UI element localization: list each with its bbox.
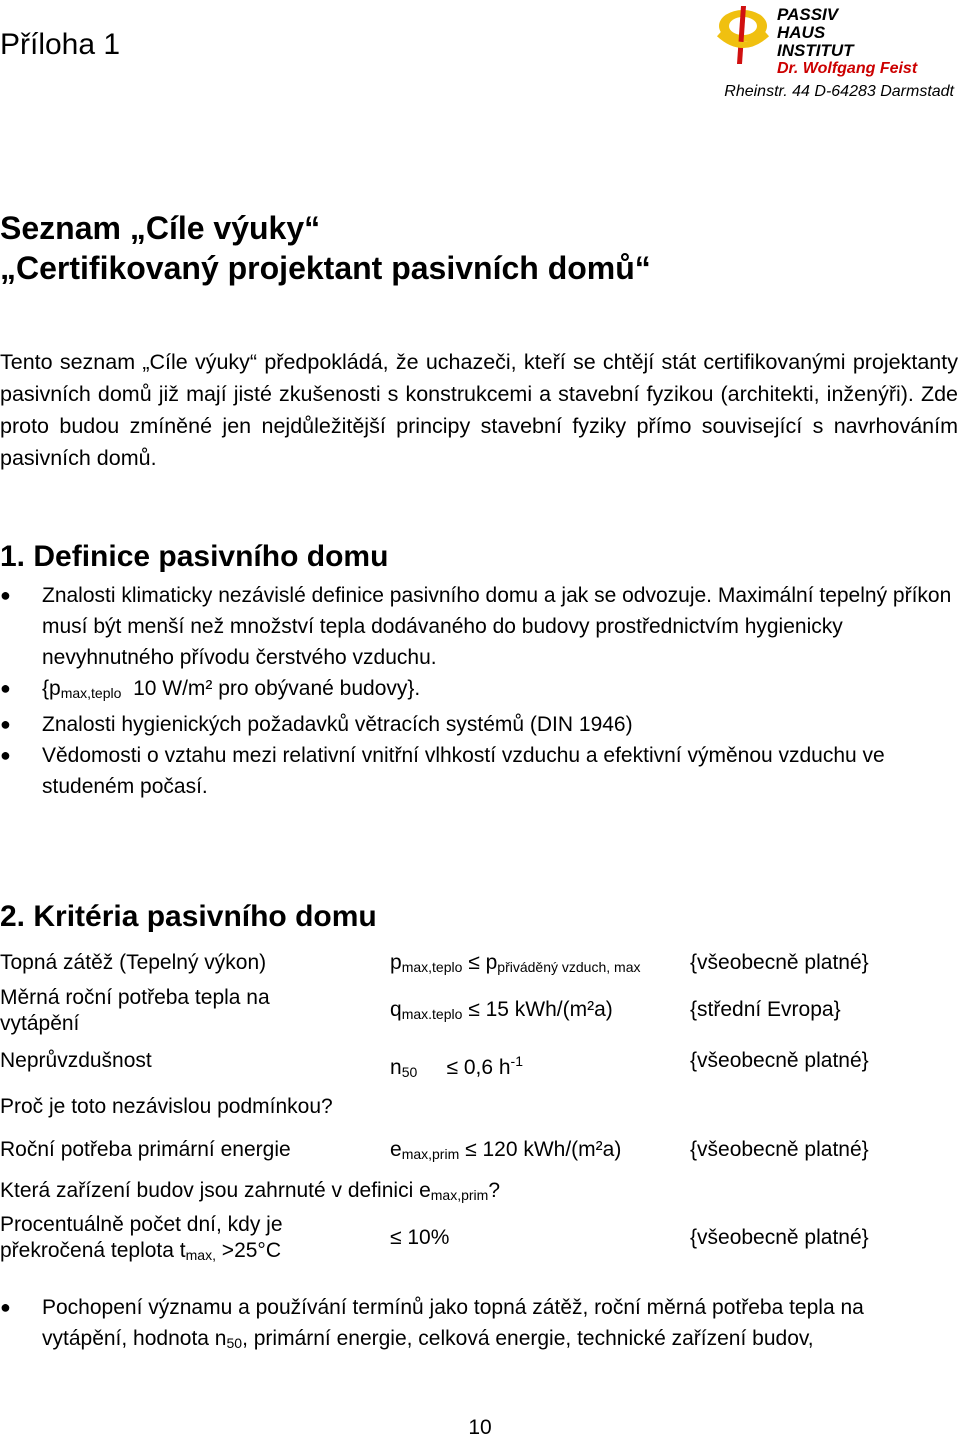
- heat-demand-label-1: Měrná roční potřeba tepla na: [0, 986, 270, 1009]
- section-1-heading: 1. Definice pasivního domu: [0, 540, 389, 573]
- section-2-list: [0, 1292, 955, 1359]
- bullet-icon: ●: [0, 678, 11, 698]
- page-number: 10: [468, 1416, 492, 1439]
- pmax-open: {p: [42, 677, 61, 700]
- heating-load-scope: {všeobecně platné}: [690, 951, 869, 974]
- question-2-end: ?: [488, 1179, 500, 1202]
- heat-demand-scope: {střední Evropa}: [690, 998, 841, 1021]
- bullet-line-2a: vytápění, hodnota n: [42, 1327, 227, 1350]
- phi-logo-icon: [713, 4, 773, 66]
- symbol-sub: max,teplo: [401, 959, 463, 975]
- question-2: [0, 1178, 500, 1208]
- list-item-text: Znalosti klimaticky nezávislé definice pasivního domu a jak se odvozuje. Maximální tepelný příkon musí být menší než množství tepla dodávaného do budovy prostřednictvím hygienicky nevyhnutného přívodu čerstvého vzduchu.: [42, 584, 952, 669]
- intro-text: Tento seznam „Cíle výuky“ předpokládá, že uchazeči, kteří se chtějí stát certifikovanými projektanty pasivních domů již mají jisté zkušenosti s konstrukcemi a stavební fyzikou (architekti, inženýři). Zde proto budou zmíněné jen nejdůležitější principy stavební fyziky přímo související s navrhováním pasivních domů.: [0, 350, 958, 470]
- heat-demand-formula: [390, 997, 613, 1027]
- section-1-list: [0, 580, 955, 802]
- pmax-rest: 10 W/m² pro obývané budovy}.: [133, 677, 421, 700]
- logo-line-4: Dr. Wolfgang Feist: [777, 60, 918, 77]
- symbol: n: [390, 1056, 402, 1079]
- question-1: Proč je toto nezávislou podmínkou?: [0, 1095, 333, 1118]
- heat-demand-label-2: vytápění: [0, 1012, 80, 1035]
- rhs-sub: přiváděný vzduch, max: [497, 959, 641, 975]
- le-icon: ≤: [468, 998, 480, 1021]
- overheat-label-end: >25°C: [215, 1239, 281, 1262]
- airtightness-label: Neprůvzdušnost: [0, 1049, 152, 1072]
- value: 10%: [407, 1226, 450, 1249]
- airtightness-scope: {všeobecně platné}: [690, 1049, 869, 1072]
- symbol: e: [390, 1138, 402, 1161]
- overheat-scope: {všeobecně platné}: [690, 1226, 869, 1249]
- logo-line-3: INSTITUT: [777, 41, 854, 60]
- overheat-label-2: [0, 1238, 281, 1268]
- value: 15 kWh/(m²a): [485, 998, 613, 1021]
- list-item: [0, 673, 955, 709]
- overheat-label-sub: max,: [185, 1247, 216, 1263]
- list-item: [0, 580, 955, 673]
- bullet-icon: ●: [0, 585, 11, 605]
- value-sup: -1: [510, 1053, 523, 1069]
- overheat-label-1: Procentuálně počet dní, kdy je: [0, 1213, 283, 1236]
- list-item: [0, 709, 955, 740]
- symbol: q: [390, 998, 402, 1021]
- passivhaus-institut-logo: [713, 4, 928, 77]
- symbol-sub: max.teplo: [401, 1006, 463, 1022]
- annex-label: Příloha 1: [0, 28, 121, 61]
- title-line-1: Seznam „Cíle výuky“: [0, 210, 321, 246]
- value: 120 kWh/(m²a): [482, 1138, 622, 1161]
- symbol: p: [390, 951, 402, 974]
- overheat-formula: [390, 1225, 449, 1251]
- bullet-line-2-sub: 50: [226, 1335, 243, 1351]
- heating-load-label: Topná zátěž (Tepelný výkon): [0, 951, 267, 974]
- rhs: p: [485, 951, 498, 974]
- le-icon: ≤: [446, 1056, 458, 1079]
- symbol-sub: 50: [401, 1064, 418, 1080]
- logo-line-1: PASSIV: [777, 5, 839, 24]
- list-item-text: Vědomosti o vztahu mezi relativní vnitřní vlhkostí vzduchu a efektivní výměnou vzduchu ve studeném počasí.: [42, 744, 885, 798]
- pmax-sub: max,teplo: [60, 685, 122, 701]
- intro-paragraph: [0, 346, 958, 474]
- le-icon: ≤: [468, 951, 480, 974]
- list-item: [0, 1292, 955, 1359]
- bullet-icon: ●: [0, 745, 11, 765]
- logo-line-2: HAUS: [777, 23, 826, 42]
- question-2-sub: max,prim: [430, 1187, 489, 1203]
- airtightness-formula: [390, 1048, 523, 1085]
- bullet-icon: ●: [0, 714, 11, 734]
- bullet-line-2b: , primární energie, celková energie, technické zařízení budov,: [242, 1327, 814, 1350]
- heating-load-formula: [390, 950, 640, 980]
- le-icon: ≤: [390, 1226, 402, 1249]
- list-item: [0, 740, 955, 802]
- question-2-text: Která zařízení budov jsou zahrnuté v definici e: [0, 1179, 431, 1202]
- primary-energy-label: Roční potřeba primární energie: [0, 1138, 291, 1161]
- overheat-label-text: překročená teplota t: [0, 1239, 186, 1262]
- list-item-text: Znalosti hygienických požadavků větracích systémů (DIN 1946): [42, 713, 633, 736]
- title-line-2: „Certifikovaný projektant pasivních domů“: [0, 250, 651, 286]
- primary-energy-formula: [390, 1137, 621, 1167]
- le-icon: ≤: [465, 1138, 477, 1161]
- bullet-icon: ●: [0, 1297, 11, 1317]
- institute-address: Rheinstr. 44 D-64283 Darmstadt: [724, 83, 954, 100]
- section-2-heading: 2. Kritéria pasivního domu: [0, 900, 377, 933]
- logo-text: [777, 6, 917, 78]
- value: 0,6 h: [463, 1056, 511, 1079]
- bullet-line-1: Pochopení významu a používání termínů jako topná zátěž, roční měrná potřeba tepla na: [42, 1296, 864, 1319]
- symbol-sub: max,prim: [401, 1146, 460, 1162]
- primary-energy-scope: {všeobecně platné}: [690, 1138, 869, 1161]
